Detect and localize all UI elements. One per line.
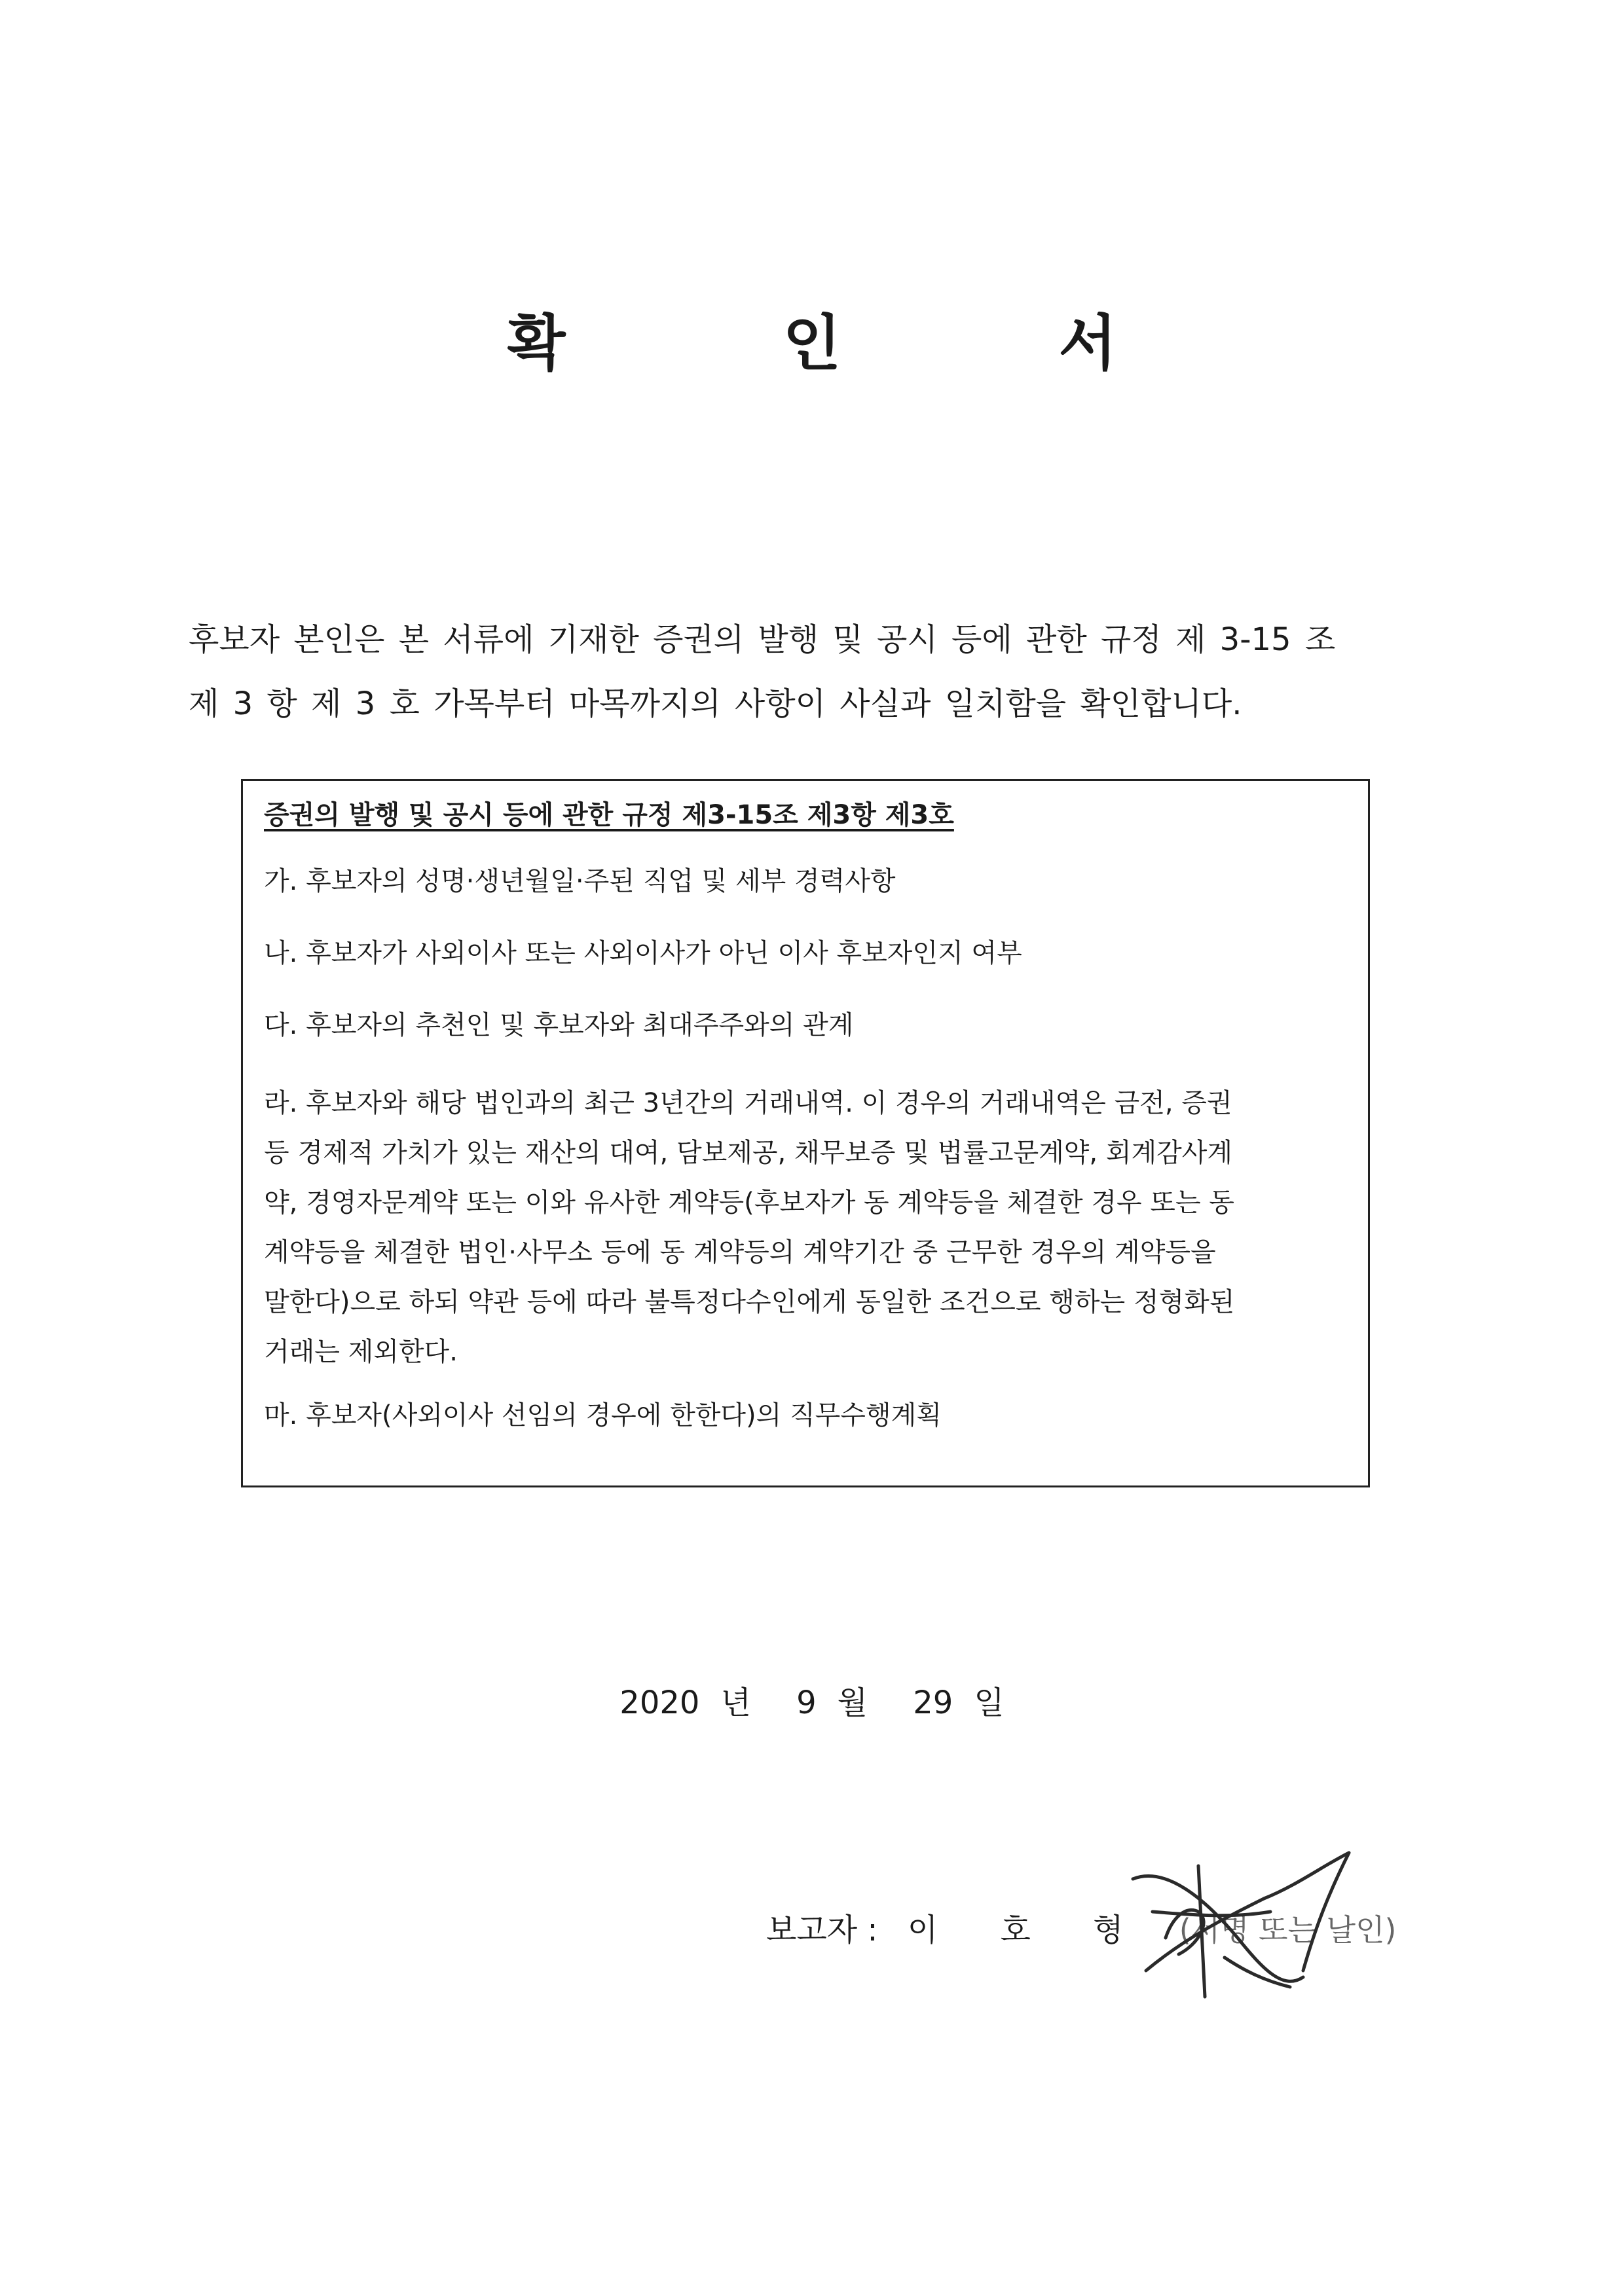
date-year-unit: 년 [720, 1685, 751, 1721]
rule-box [241, 779, 1370, 1487]
reporter-name: 이 호 형 [907, 1912, 1150, 1948]
rule-item-ra-line: 계약등을 체결한 법인·사무소 등에 동 계약등의 계약기간 중 근무한 경우의 계약등을 [264, 1237, 1216, 1267]
rule-item-ra-line: 약, 경영자문계약 또는 이와 유사한 계약등(후보자가 동 계약등을 체결한 경우 또는 동 [264, 1188, 1234, 1218]
rule-item-ra-line: 거래는 제외한다. [264, 1337, 458, 1367]
handwritten-signature [1107, 1840, 1382, 2010]
reporter-label: 보고자 : [766, 1912, 878, 1948]
intro-paragraph [189, 608, 1452, 736]
page-title: 확 인 서 [507, 308, 1215, 378]
sign-note: (서명 또는 날인) [1179, 1912, 1397, 1948]
date-day: 29 [913, 1685, 953, 1721]
rule-item-ra [264, 1078, 1344, 1377]
date-year: 2020 [619, 1685, 700, 1721]
date-month-unit: 월 [837, 1685, 868, 1721]
rule-item-ga: 가. 후보자의 성명·생년월일·주된 직업 및 세부 경력사항 [264, 866, 896, 896]
rule-item-ra-line: 말한다)으로 하되 약관 등에 따라 불특정다수인에게 동일한 조건으로 행하는 정형화된 [264, 1287, 1235, 1317]
intro-line-2: 제 3 항 제 3 호 가목부터 마목까지의 사항이 사실과 일치함을 확인합니다. [189, 685, 1242, 722]
rule-item-na: 나. 후보자가 사외이사 또는 사외이사가 아닌 이사 후보자인지 여부 [264, 938, 1022, 968]
document-date [0, 1681, 1624, 1725]
rule-item-ma: 마. 후보자(사외이사 선임의 경우에 한한다)의 직무수행계획 [264, 1400, 942, 1430]
rule-box-heading: 증권의 발행 및 공시 등에 관한 규정 제3-15조 제3항 제3호 [264, 800, 954, 830]
intro-line-1: 후보자 본인은 본 서류에 기재한 증권의 발행 및 공시 등에 관한 규정 제 3-15 조 [189, 621, 1336, 658]
rule-item-ra-line: 등 경제적 가치가 있는 재산의 대여, 담보제공, 채무보증 및 법률고문계약, 회계감사계 [264, 1138, 1233, 1168]
rule-item-da: 다. 후보자의 추천인 및 후보자와 최대주주와의 관계 [264, 1010, 854, 1040]
date-day-unit: 일 [974, 1685, 1005, 1721]
date-month: 9 [796, 1685, 817, 1721]
rule-item-ra-line: 라. 후보자와 해당 법인과의 최근 3년간의 거래내역. 이 경우의 거래내역은 금전, 증권 [264, 1088, 1232, 1118]
